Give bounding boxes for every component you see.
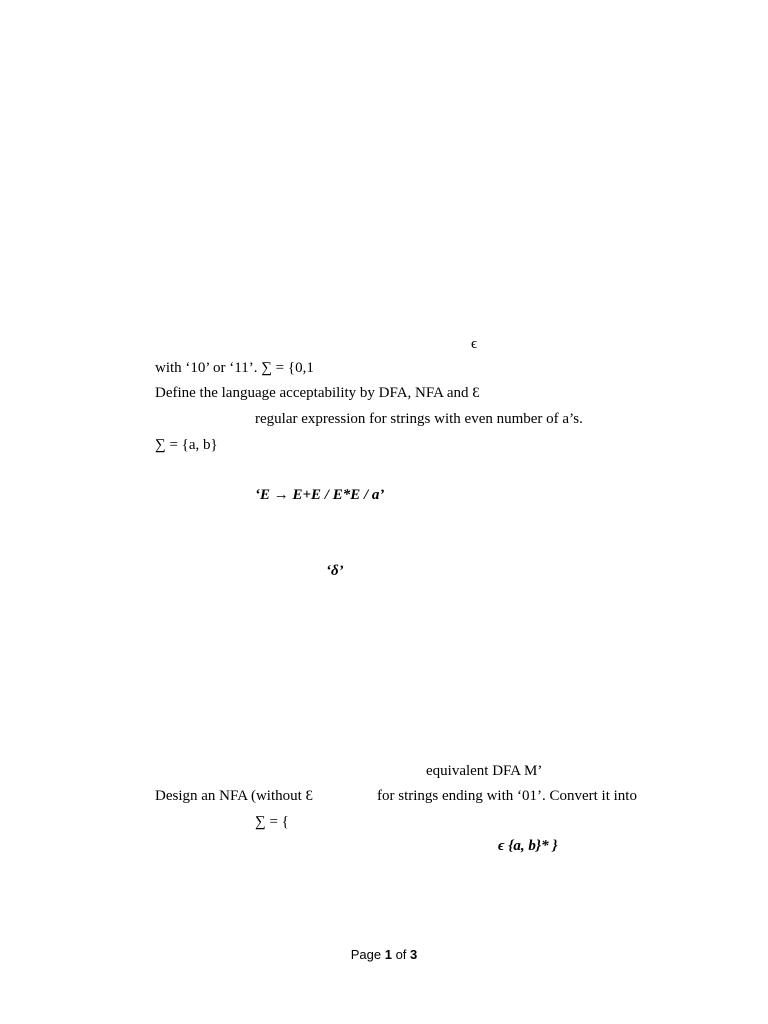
epsilon-symbol: ϵ xyxy=(471,336,478,352)
page-of-label: of xyxy=(395,947,407,962)
question-text-equivalent-dfa: equivalent DFA M’ xyxy=(426,763,543,779)
page-label: Page xyxy=(350,947,382,962)
question-text-with-10-11: with ‘10’ or ‘11’. ∑ = {0,1 xyxy=(155,360,314,376)
grammar-expression: ‘E → E+E / E*E / a’ xyxy=(255,487,385,503)
question-text-sigma-open: ∑ = { xyxy=(255,814,289,830)
question-text-sigma-ab: ∑ = {a, b} xyxy=(155,437,218,453)
set-expression-ab-star: ϵ {a, b}* } xyxy=(498,838,558,854)
question-text-strings-ending-01: for strings ending with ‘01’. Convert it into xyxy=(377,788,637,804)
delta-symbol: ‘δ’ xyxy=(326,563,344,579)
question-text-define-language: Define the language acceptability by DFA, NFA and Ɛ xyxy=(155,385,480,401)
page-current-number: 1 xyxy=(384,947,392,962)
question-text-regex-even-a: regular expression for strings with even number of a’s. xyxy=(255,411,583,427)
question-text-design-nfa: Design an NFA (without Ɛ xyxy=(155,788,314,804)
page-total-number: 3 xyxy=(410,947,418,962)
page-footer xyxy=(0,946,768,964)
